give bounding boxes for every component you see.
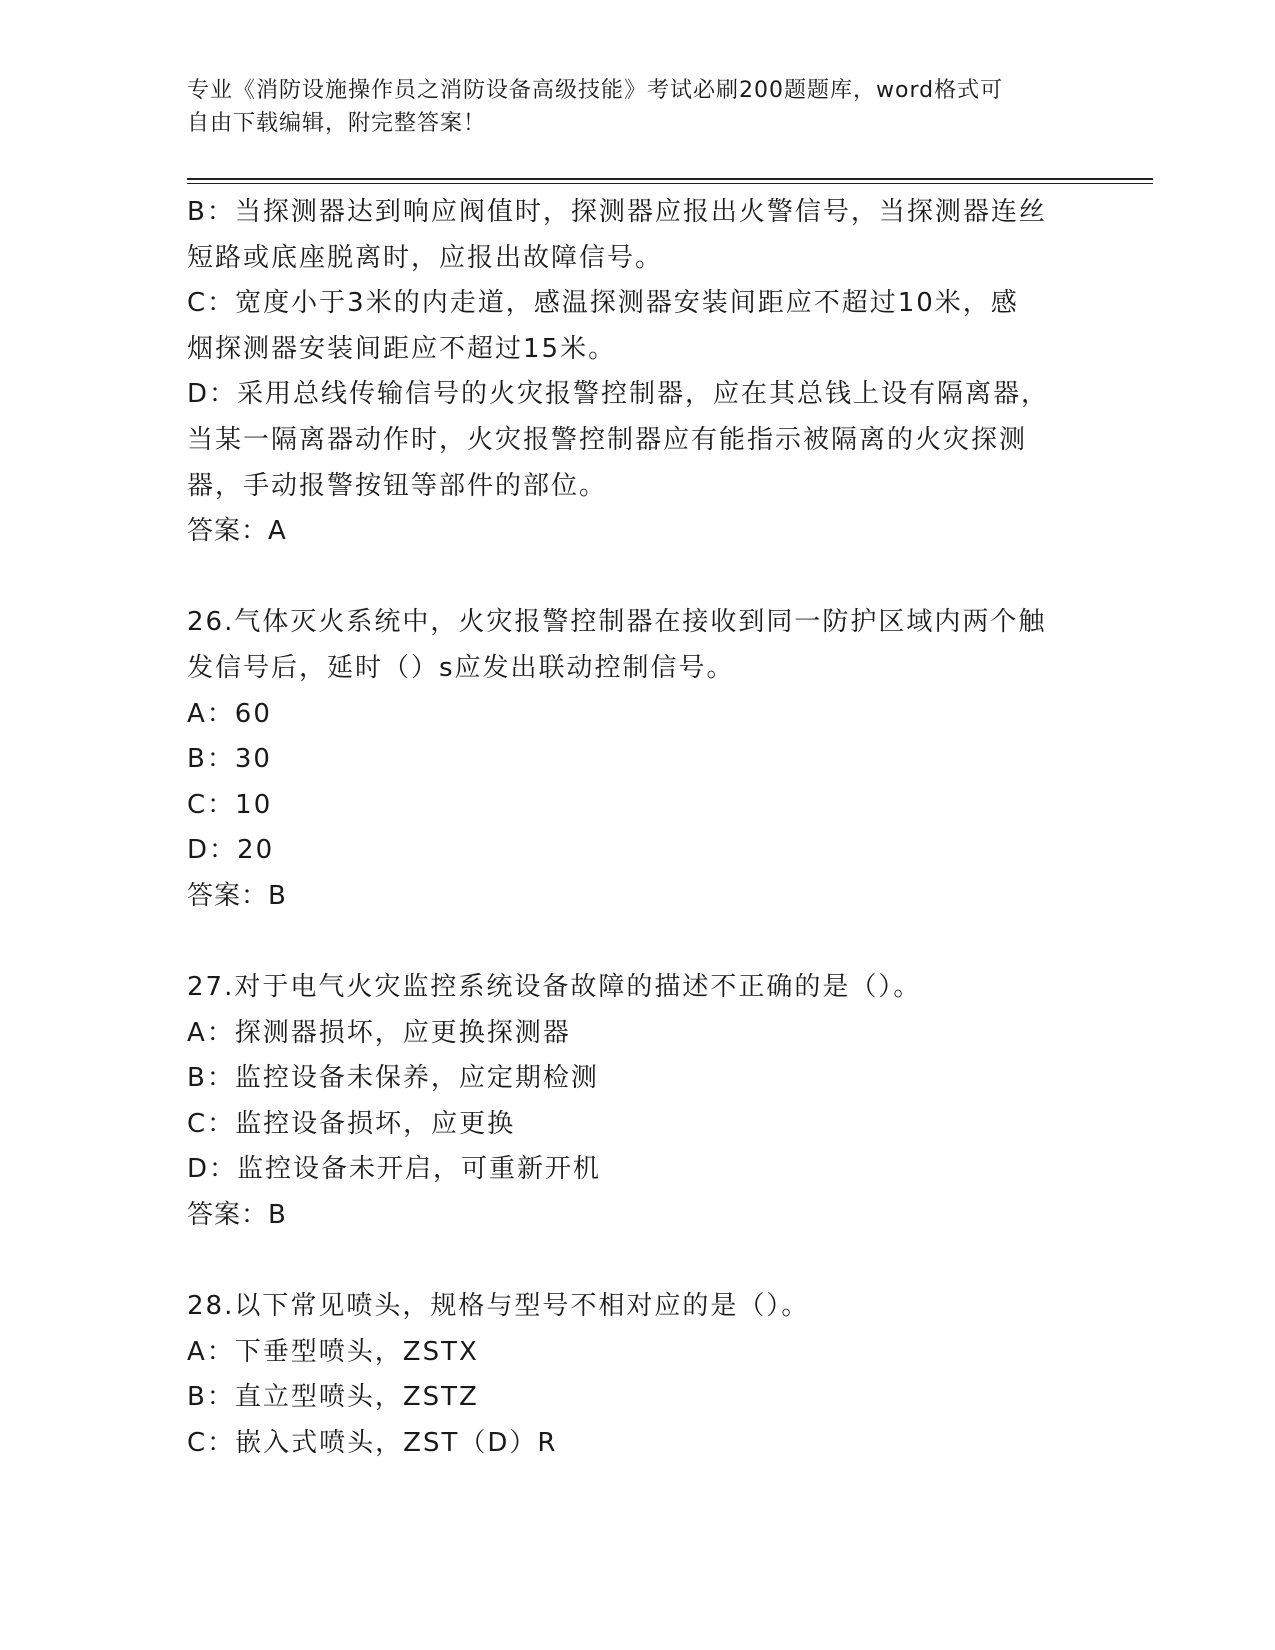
q25-option-d-line-3: 器，手动报警按钮等部件的部位。 <box>187 470 608 501</box>
question-content <box>187 190 1087 1467</box>
spacer <box>187 920 1087 966</box>
q27-answer: 答案：B <box>187 1200 287 1231</box>
q26-answer: 答案：B <box>187 880 287 911</box>
q26-option-d: D：20 <box>187 835 275 866</box>
q25-option-b-line-1: B：当探测器达到响应阀值时，探测器应报出火警信号，当探测器连丝 <box>187 197 1047 227</box>
header-line-2: 自由下载编辑，附完整答案！ <box>187 111 487 136</box>
q25-option-c-line-2: 烟探测器安装间距应不超过15米。 <box>187 333 617 364</box>
q27-option-d: D：监控设备未开启，可重新开机 <box>187 1154 602 1185</box>
q28-option-b: B：直立型喷头，ZSTZ <box>187 1382 479 1413</box>
question-26-block <box>187 600 1087 919</box>
q26-option-c: C：10 <box>187 789 273 820</box>
q28-option-c: C：嵌入式喷头，ZST（D）R <box>187 1428 558 1459</box>
spacer <box>187 1239 1087 1285</box>
spacer <box>187 555 1087 601</box>
q25-option-b-line-2: 短路或底座脱离时，应报出故障信号。 <box>187 242 664 273</box>
q27-stem: 27.对于电气火灾监控系统设备故障的描述不正确的是（）。 <box>187 972 922 1003</box>
question-28-block <box>187 1284 1087 1466</box>
question-27-block <box>187 965 1087 1239</box>
q26-option-b: B：30 <box>187 744 272 775</box>
question-25-block <box>187 190 1087 555</box>
header-divider-thick <box>187 178 1153 180</box>
q25-answer: 答案：A <box>187 516 287 547</box>
q27-option-b: B：监控设备未保养，应定期检测 <box>187 1063 599 1094</box>
document-header <box>187 74 1067 140</box>
q26-stem-line-1: 26.气体灭火系统中，火灾报警控制器在接收到同一防护区域内两个触 <box>187 607 1047 638</box>
q25-option-d-line-1: D：采用总线传输信号的火灾报警控制器，应在其总钱上设有隔离器， <box>187 379 1050 410</box>
header-divider-thin <box>187 183 1153 184</box>
q28-stem: 28.以下常见喷头，规格与型号不相对应的是（）。 <box>187 1291 810 1322</box>
q25-option-d-line-2: 当某一隔离器动作时，火灾报警控制器应有能指示被隔离的火灾探测 <box>187 424 1028 455</box>
header-line-1: 专业《消防设施操作员之消防设备高级技能》考试必刷200题题库，word格式可 <box>187 78 1004 103</box>
q26-stem-line-2: 发信号后，延时（）s应发出联动控制信号。 <box>187 652 735 683</box>
q27-option-a: A：探测器损坏，应更换探测器 <box>187 1017 571 1048</box>
q26-option-a: A：60 <box>187 698 272 729</box>
q28-option-a: A：下垂型喷头，ZSTX <box>187 1336 479 1367</box>
q25-option-c-line-1: C：宽度小于3米的内走道，感温探测器安装间距应不超过10米，感 <box>187 288 1019 319</box>
q27-option-c: C：监控设备损坏，应更换 <box>187 1108 516 1139</box>
